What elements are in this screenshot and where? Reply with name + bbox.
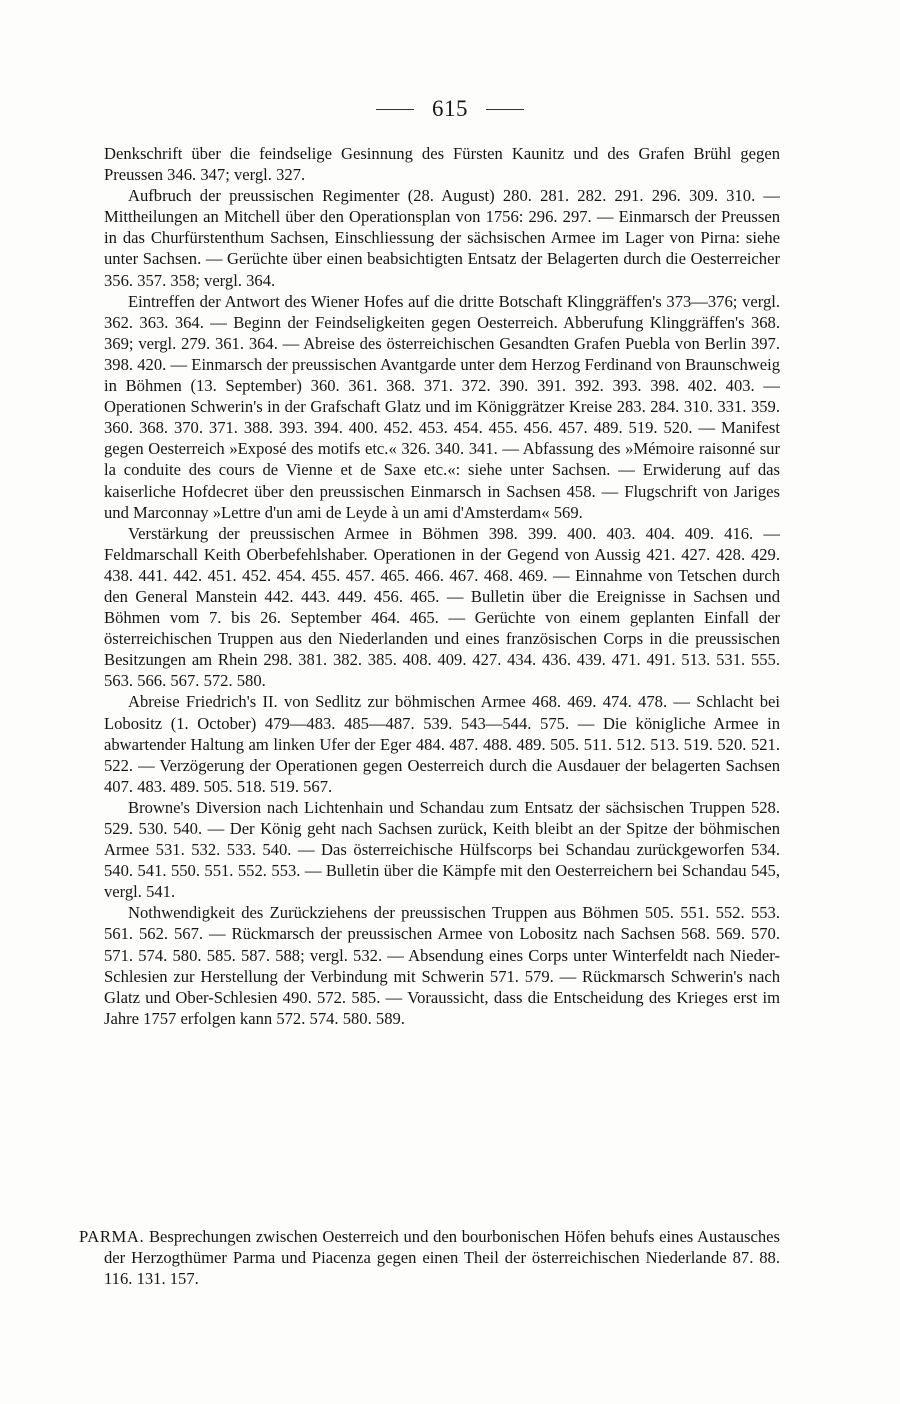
entry-text: Besprechungen zwischen Oesterreich und den bourbonischen Höfen behufs eines Austausches der Herzogthümer Parma und Piacenza gegen einen Theil der österreichischen Niederlande 87. 88. 116. 131. 157. [104, 1226, 780, 1288]
page-header [0, 96, 900, 122]
paragraph-denkschrift: Denkschrift über die feindselige Gesinnung des Fürsten Kaunitz und des Grafen Brühl gegen Preussen 346. 347; vergl. 327. [104, 144, 780, 185]
right-rule [486, 109, 524, 110]
index-entry-parma [79, 1226, 780, 1289]
paragraph-brownes-diversion: Browne's Diversion nach Lichtenhain und Schandau zum Entsatz der sächsischen Truppen 528. 529. 530. 540. — Der König geht nach Sachsen zurück, Keith bleibt an der Spitze der böhmischen Armee 531. 532. 533. 540. — Das österreichische Hülfscorps bei Schandau zurückgeworfen 534. 540. 541. 550. 551. 552. 553. — Bulletin über die Kämpfe mit den Oesterreichern bei Schandau 545, vergl. 541. [104, 797, 780, 902]
page-number: 615 [432, 96, 468, 121]
paragraph-verstaerkung: Verstärkung der preussischen Armee in Böhmen 398. 399. 400. 403. 404. 409. 416. — Feldmarschall Keith Oberbefehlshaber. Operationen in der Gegend von Aussig 421. 427. 428. 429. 438. 441. 442. 451. 452. 454. 455. 457. 465. 466. 467. 468. 469. — Einnahme von Tetschen durch den General Manstein 442. 443. 449. 456. 465. — Bulletin über die Ereignisse in Sachsen und Böhmen vom 7. bis 26. September 464. 465. — Gerüchte von einem geplanten Einfall der österreichischen Truppen aus den Niederlanden und eines französischen Corps in die preussischen Besitzungen am Rhein 298. 381. 382. 385. 408. 409. 427. 434. 436. 439. 471. 491. 513. 531. 555. 563. 566. 567. 572. 580. [104, 523, 780, 691]
index-continuation [104, 143, 780, 1029]
left-rule [376, 109, 414, 110]
paragraph-eintreffen: Eintreffen der Antwort des Wiener Hofes auf die dritte Botschaft Klinggräffen's 373—376; vergl. 362. 363. 364. — Beginn der Feindseligkeiten gegen Oesterreich. Abberufung Klinggräffen's 368. 369; vergl. 279. 361. 364. — Abreise des österreichischen Gesandten Grafen Puebla von Berlin 397. 398. 420. — Einmarsch der preussischen Avantgarde unter dem Herzog Ferdinand von Braunschweig in Böhmen (13. September) 360. 361. 368. 371. 372. 390. 391. 392. 393. 398. 402. 403. — Operationen Schwerin's in der Grafschaft Glatz und im Königgrätzer Kreise 283. 284. 310. 331. 359. 360. 368. 370. 371. 388. 393. 394. 400. 452. 453. 454. 455. 456. 457. 489. 519. 520. — Manifest gegen Oesterreich »Exposé des motifs etc.« 326. 340. 341. — Abfassung des »Mémoire raisonné sur la conduite des cours de Vienne et de Saxe etc.«: siehe unter Sachsen. — Erwiderung auf das kaiserliche Hofdecret über den preussischen Einmarsch in Sachsen 458. — Flugschrift von Jariges und Marconnay »Lettre d'un ami de Leyde à un ami d'Amsterdam« 569. [104, 291, 780, 522]
paragraph-aufbruch: Aufbruch der preussischen Regimenter (28. August) 280. 281. 282. 291. 296. 309. 310. — Mittheilungen an Mitchell über den Operationsplan von 1756: 296. 297. — Einmarsch der Preussen in das Churfürstenthum Sachsen, Einschliessung der sächsischen Armee im Lager von Pirna: siehe unter Sachsen. — Gerüchte über einen beabsichtigten Entsatz der Belagerten durch die Oesterreicher 356. 357. 358; vergl. 364. [104, 186, 780, 290]
entry-headword: PARMA. [79, 1226, 145, 1246]
paragraph-abreise: Abreise Friedrich's II. von Sedlitz zur böhmischen Armee 468. 469. 474. 478. — Schlacht bei Lobositz (1. October) 479—483. 485—487. 539. 543—544. 575. — Die königliche Armee in abwartender Haltung am linken Ufer der Eger 484. 487. 488. 489. 505. 511. 512. 513. 519. 520. 521. 522. — Verzögerung der Operationen gegen Oesterreich durch die Ausdauer der belagerten Sachsen 407. 483. 489. 505. 518. 519. 567. [104, 692, 780, 796]
paragraph-nothwendigkeit: Nothwendigkeit des Zurückziehens der preussischen Truppen aus Böhmen 505. 551. 552. 553. 561. 562. 567. — Rückmarsch der preussischen Armee von Lobositz nach Sachsen 568. 569. 570. 571. 574. 580. 585. 587. 588; vergl. 532. — Absendung eines Corps unter Winterfeldt nach Nieder-Schlesien zur Herstellung der Verbindung mit Schwerin 571. 579. — Rückmarsch Schwerin's nach Glatz und Ober-Schlesien 490. 572. 585. — Voraussicht, dass die Entscheidung des Krieges erst im Jahre 1757 erfolgen kann 572. 574. 580. 589. [104, 903, 780, 1028]
